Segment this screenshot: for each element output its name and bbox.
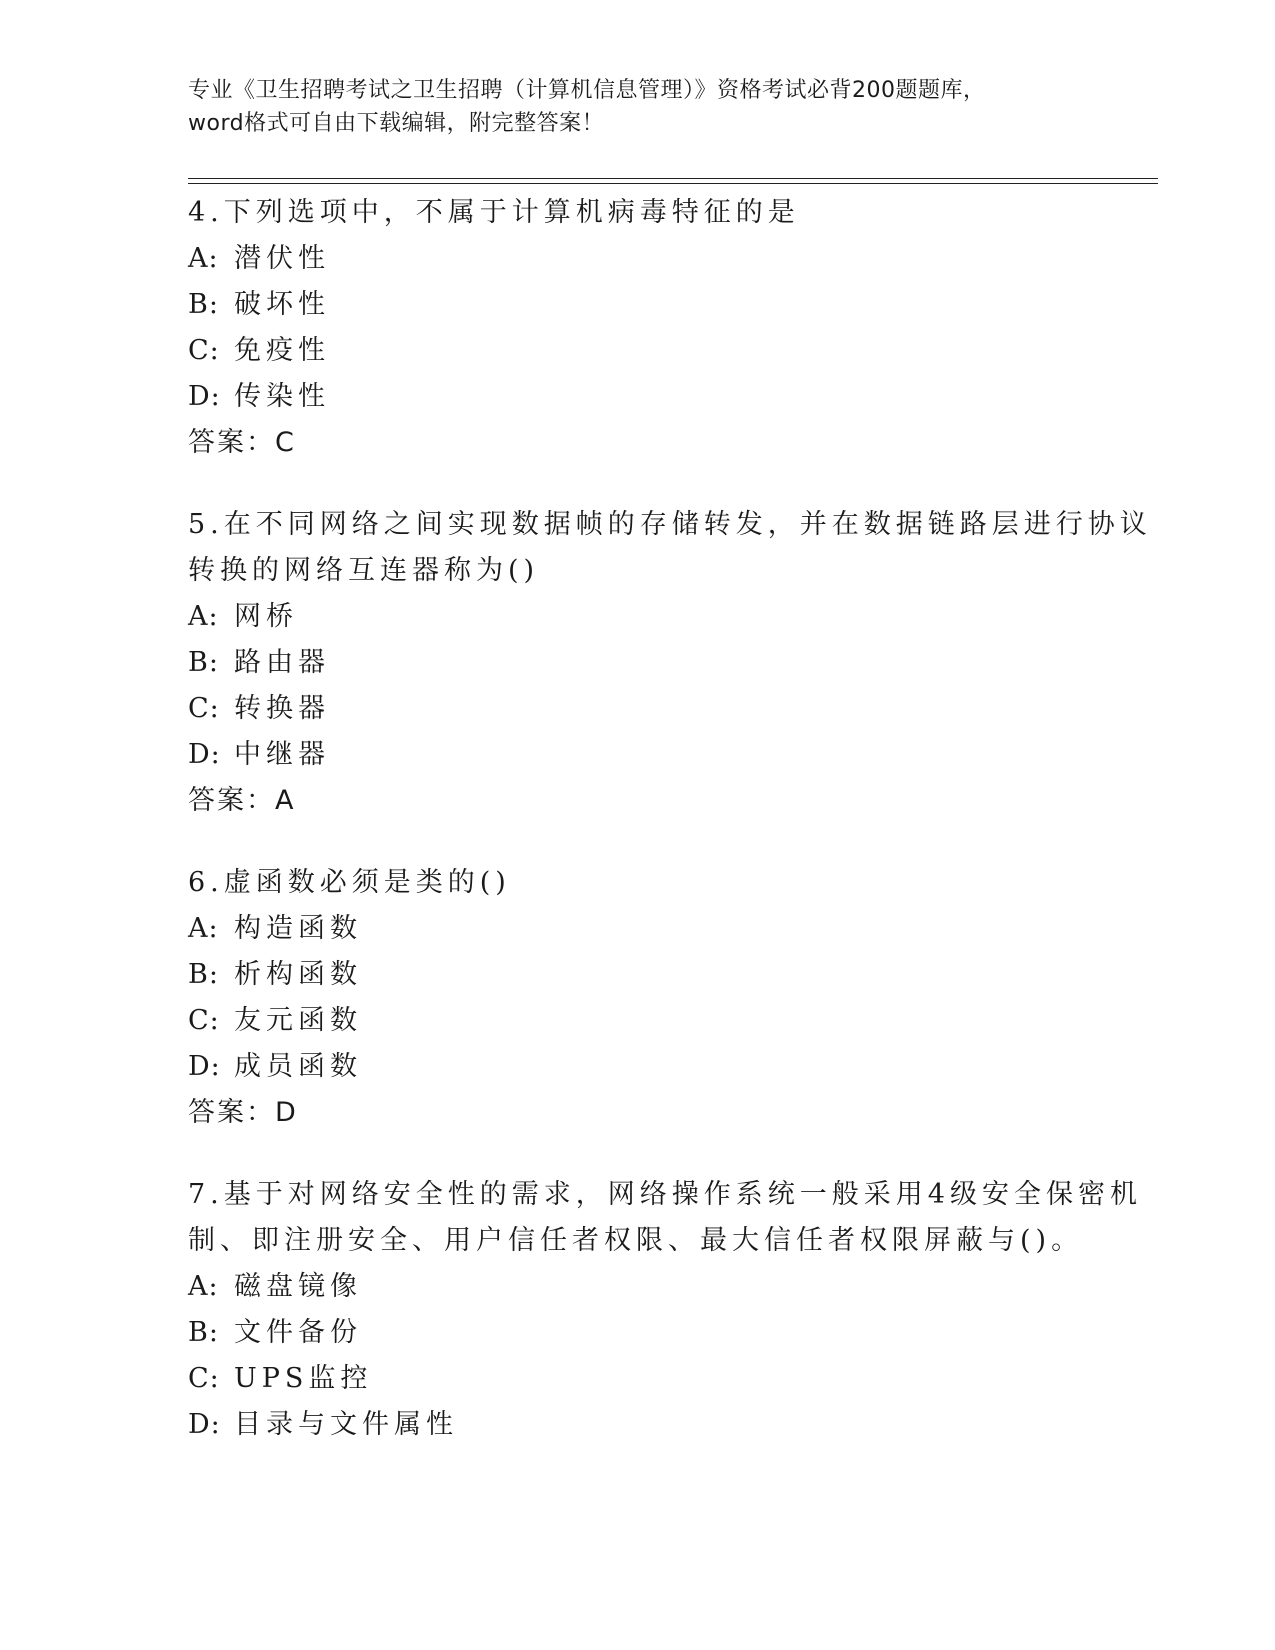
option-letter: B:	[188, 1317, 219, 1348]
option-letter: A:	[188, 601, 219, 632]
option-a	[188, 1264, 1088, 1310]
question-text: 5.在不同网络之间实现数据帧的存储转发，并在数据链路层进行协议	[188, 509, 1152, 540]
question-5	[188, 502, 1152, 824]
header-title-line-1: 专业《卫生招聘考试之卫生招聘（计算机信息管理）》资格考试必背200题题库，	[188, 78, 986, 103]
option-b	[188, 952, 1088, 998]
answer-text: 答案：C	[188, 427, 296, 458]
option-a	[188, 594, 1088, 640]
option-text: 路由器	[234, 647, 330, 678]
answer-text: 答案：D	[188, 1097, 298, 1128]
option-letter: A:	[188, 913, 219, 944]
option-text: UPS监控	[234, 1363, 373, 1394]
option-letter: A:	[188, 243, 219, 274]
option-letter: D:	[188, 1051, 221, 1082]
option-a	[188, 236, 1088, 282]
option-text: 磁盘镜像	[234, 1271, 362, 1302]
option-b	[188, 282, 1088, 328]
header-divider-top	[188, 178, 1158, 179]
option-letter: B:	[188, 959, 219, 990]
option-text: 免疫性	[234, 335, 330, 366]
option-b	[188, 1310, 1088, 1356]
option-text: 析构函数	[234, 959, 362, 990]
option-c	[188, 328, 1088, 374]
option-text: 网桥	[234, 601, 298, 632]
document-header	[188, 74, 1088, 140]
option-text: 友元函数	[234, 1005, 362, 1036]
option-text: 转换器	[234, 693, 330, 724]
answer-text: 答案：A	[188, 785, 296, 816]
option-c	[188, 686, 1088, 732]
option-b	[188, 640, 1088, 686]
option-text: 传染性	[234, 381, 330, 412]
option-letter: C:	[188, 1363, 220, 1394]
option-d	[188, 1402, 1088, 1448]
question-text-continued: 转换的网络互连器称为()	[188, 555, 540, 586]
option-letter: C:	[188, 335, 220, 366]
option-a	[188, 906, 1088, 952]
question-6	[188, 860, 1088, 1136]
option-text: 中继器	[234, 739, 330, 770]
option-c	[188, 998, 1088, 1044]
option-letter: B:	[188, 647, 219, 678]
option-text: 成员函数	[234, 1051, 362, 1082]
option-d	[188, 1044, 1088, 1090]
question-text: 7.基于对网络安全性的需求，网络操作系统一般采用4级安全保密机	[188, 1179, 1142, 1210]
option-c	[188, 1356, 1088, 1402]
option-letter: C:	[188, 693, 220, 724]
question-text: 4.下列选项中，不属于计算机病毒特征的是	[188, 197, 800, 228]
question-4	[188, 190, 1088, 466]
option-text: 破坏性	[234, 289, 330, 320]
question-7	[188, 1172, 1142, 1448]
option-text: 目录与文件属性	[234, 1409, 458, 1440]
question-text-continued: 制、即注册安全、用户信任者权限、最大信任者权限屏蔽与()。	[188, 1225, 1084, 1256]
question-text: 6.虚函数必须是类的()	[188, 867, 511, 898]
option-text: 文件备份	[234, 1317, 362, 1348]
header-title-line-2: word格式可自由下载编辑，附完整答案！	[188, 111, 605, 136]
option-letter: D:	[188, 739, 221, 770]
option-d	[188, 732, 1088, 778]
option-letter: D:	[188, 381, 221, 412]
question-list	[188, 190, 1152, 1484]
option-text: 潜伏性	[234, 243, 330, 274]
option-letter: C:	[188, 1005, 220, 1036]
header-divider-bottom	[188, 183, 1158, 184]
option-text: 构造函数	[234, 913, 362, 944]
option-d	[188, 374, 1088, 420]
option-letter: D:	[188, 1409, 221, 1440]
option-letter: B:	[188, 289, 219, 320]
option-letter: A:	[188, 1271, 219, 1302]
